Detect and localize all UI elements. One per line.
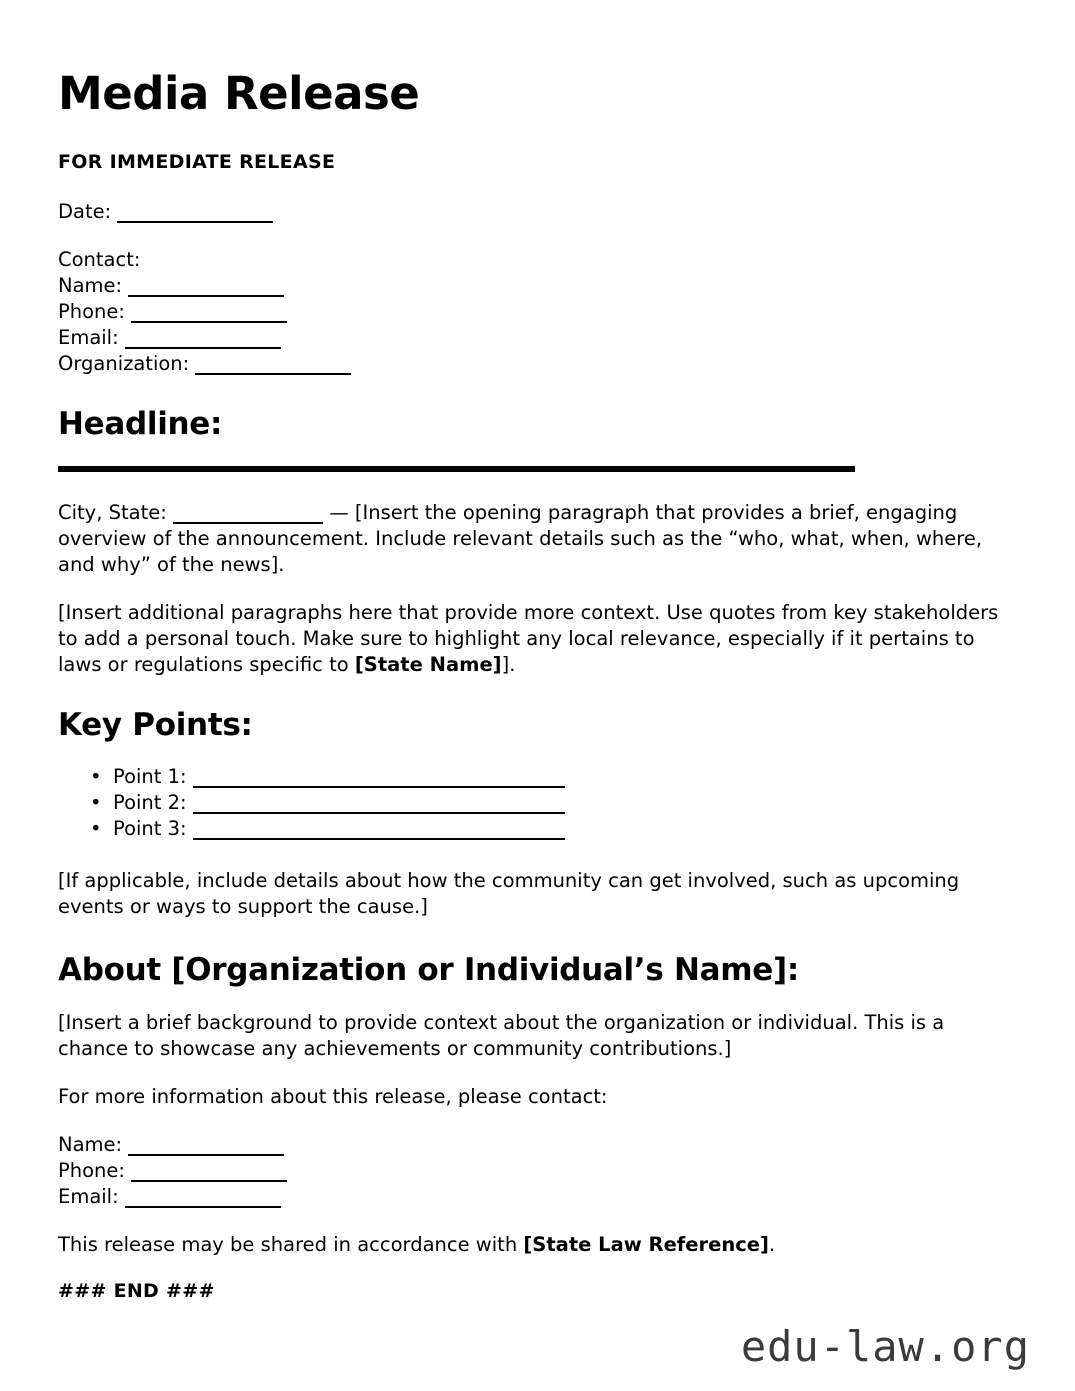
- headline-heading: Headline:: [58, 406, 223, 443]
- contact-phone-label: Phone:: [58, 300, 125, 324]
- dateline-paragraph: [58, 500, 1013, 578]
- for-immediate-release-label: FOR IMMEDIATE RELEASE: [58, 151, 336, 174]
- footer-contact-block: [58, 1132, 1017, 1210]
- opening-paragraph-text: [Insert the opening paragraph that provides a brief, engaging overview of the announcement. Include relevant details such as the “who, what, when, where, and why” of the news].: [58, 500, 983, 576]
- headline-rule-segment-right: [458, 463, 855, 472]
- additional-paragraph: [58, 600, 1013, 678]
- contact-name-blank-rule[interactable]: [128, 295, 284, 297]
- key-points-heading: Key Points:: [58, 706, 253, 743]
- date-field-block: [58, 199, 1017, 225]
- headline-blank-rule[interactable]: [58, 463, 855, 472]
- date-field: [58, 199, 1017, 225]
- contact-email-field: [58, 325, 1017, 351]
- additional-paragraph-text-1: [Insert additional paragraphs here that provide more context. Use quotes from key stakeholders to add a personal touch. Make sure to highlight any local relevance, especially if it pertains to laws or regulations specific to: [58, 600, 999, 676]
- footer-contact-name-blank-rule[interactable]: [128, 1154, 284, 1156]
- key-points-list: [58, 764, 1017, 842]
- contact-phone-field: [58, 299, 1017, 325]
- contact-phone-blank-rule[interactable]: [131, 321, 287, 323]
- state-name-placeholder: [State Name]: [354, 652, 502, 676]
- key-point-blank-rule[interactable]: [193, 812, 565, 814]
- list-item: [58, 790, 1017, 816]
- footer-contact-name-field: [58, 1132, 1017, 1158]
- footer-contact-phone-label: Phone:: [58, 1159, 125, 1183]
- bullet-icon: •: [90, 790, 102, 814]
- dateline-dash: —: [329, 500, 349, 524]
- contact-organization-label: Organization:: [58, 352, 190, 376]
- contact-organization-field: [58, 351, 1017, 377]
- bullet-icon: •: [90, 764, 102, 788]
- state-law-reference-placeholder: [State Law Reference]: [523, 1233, 769, 1257]
- bullet-icon: •: [90, 816, 102, 840]
- end-marker: ### END ###: [58, 1280, 215, 1303]
- release-note-text-1: This release may be shared in accordance with: [58, 1233, 524, 1257]
- date-label: Date:: [58, 200, 112, 224]
- key-point-label: Point 2:: [113, 790, 187, 814]
- additional-paragraph-text-2: ].: [501, 652, 516, 676]
- contact-email-label: Email:: [58, 326, 119, 350]
- footer-contact-email-label: Email:: [58, 1185, 119, 1209]
- contact-name-field: [58, 273, 1017, 299]
- page-title: Media Release: [58, 67, 420, 120]
- about-paragraph: [Insert a brief background to provide context about the organization or individual. This is a chance to showcase any achievements or community contributions.]: [58, 1011, 945, 1061]
- footer-contact-name-label: Name:: [58, 1133, 123, 1157]
- dateline-label: City, State:: [58, 500, 167, 524]
- site-watermark: edu-law.org: [740, 1322, 1030, 1371]
- contact-organization-blank-rule[interactable]: [195, 373, 351, 375]
- key-point-label: Point 3:: [113, 816, 187, 840]
- footer-contact-phone-field: [58, 1158, 1017, 1184]
- contact-name-label: Name:: [58, 274, 123, 298]
- list-item: [58, 764, 1017, 790]
- release-note-paragraph: [58, 1232, 1013, 1258]
- key-point-label: Point 1:: [113, 764, 187, 788]
- list-item: [58, 816, 1017, 842]
- footer-contact-email-field: [58, 1184, 1017, 1210]
- contact-email-blank-rule[interactable]: [125, 347, 281, 349]
- more-information-line: For more information about this release, please contact:: [58, 1085, 608, 1109]
- headline-rule-segment-left: [58, 463, 456, 472]
- community-paragraph: [If applicable, include details about how the community can get involved, such as upcoming events or ways to support the cause.]: [58, 868, 960, 918]
- contact-block: [58, 247, 1017, 377]
- contact-label: Contact:: [58, 248, 141, 272]
- date-blank-rule[interactable]: [117, 221, 273, 223]
- dateline-blank-rule[interactable]: [173, 522, 323, 524]
- key-point-blank-rule[interactable]: [193, 838, 565, 840]
- footer-contact-email-blank-rule[interactable]: [125, 1206, 281, 1208]
- release-note-text-2: .: [768, 1233, 776, 1257]
- key-point-blank-rule[interactable]: [193, 786, 565, 788]
- about-heading: About [Organization or Individual’s Name]:: [58, 951, 799, 988]
- footer-contact-phone-blank-rule[interactable]: [131, 1180, 287, 1182]
